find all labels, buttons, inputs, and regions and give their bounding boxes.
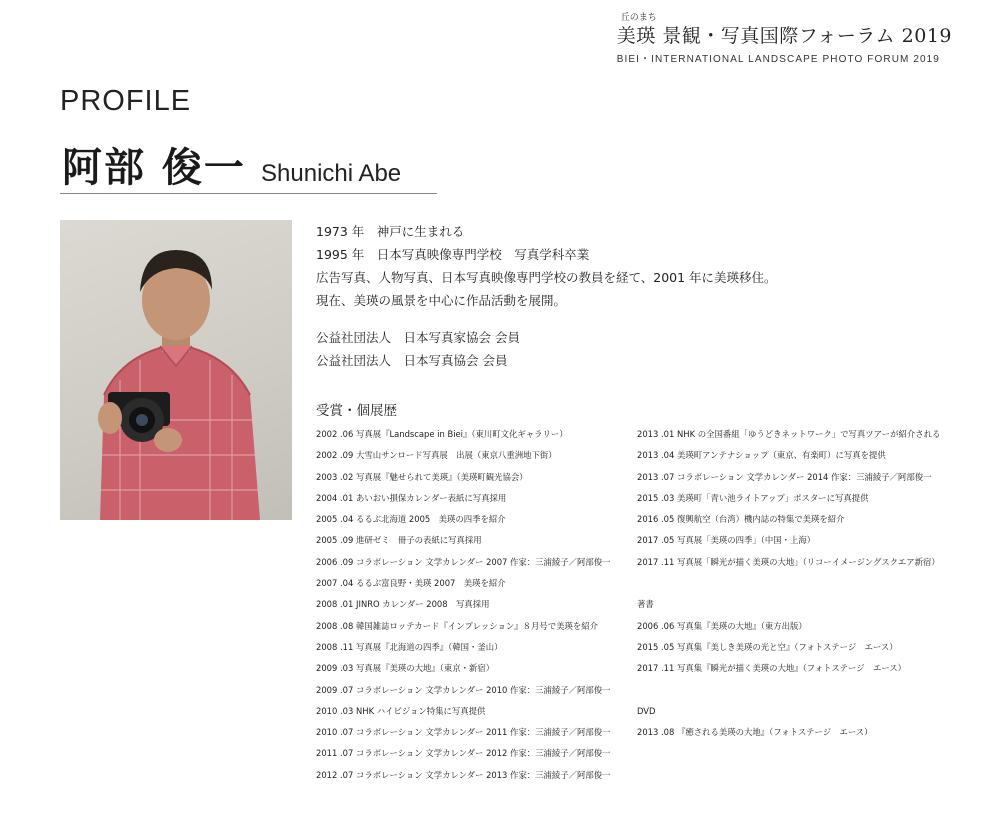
award-entry: [316, 555, 634, 576]
entry-date: 2017 .05: [637, 535, 675, 546]
award-entry: [316, 746, 634, 767]
header-small-text: 丘のまち: [620, 13, 657, 23]
entry-text: るるぶ北海道 2005 美瑛の四季を紹介: [356, 514, 506, 525]
entry-date: 2016 .05: [637, 514, 675, 525]
entry-date: 2006 .09: [316, 556, 354, 567]
entry-text: 美瑛町アンテナショップ（東京、有楽町）に写真を提供: [677, 450, 886, 461]
entry-date: 2010 .07: [316, 727, 354, 738]
entry-date: 2002 .06: [316, 429, 354, 439]
entry-date: 2010 .03: [316, 705, 354, 716]
entry-text: 韓国雑誌ロッテカード『インプレッション』８月号で美瑛を紹介: [356, 620, 598, 631]
header-title: 美瑛 景観・写真国際フォーラム 2019: [616, 25, 952, 47]
award-entry: [637, 555, 977, 576]
award-entry: [637, 491, 977, 512]
entry-text: コラボレーション 文学カレンダー 2007 作家：三浦綾子／阿部俊一: [356, 556, 611, 567]
entry-date: 2008 .08: [316, 620, 354, 631]
entry-text: 『癒される美瑛の大地』（フォトステージ エース）: [677, 727, 873, 738]
entry-text: 写真集『美しき美瑛の光と空』（フォトステージ エース）: [677, 641, 898, 652]
awards-list-right: [637, 427, 977, 746]
entry-text: 写真展「瞬光が描く美瑛の大地」（リコーイメージングスクエア新宿）: [677, 556, 940, 567]
entry-text: NHK ハイビジョン特集に写真提供: [356, 705, 486, 716]
bio-line: 現在、美瑛の風景を中心に作品活動を展開。: [316, 293, 567, 308]
award-entry: [316, 576, 634, 597]
entry-text: コラボレーション 文学カレンダー 2011 作家：三浦綾子／阿部俊一: [356, 727, 611, 738]
entry-date: 2009 .03: [316, 663, 354, 674]
entry-date: 2013 .07: [637, 471, 675, 482]
book-entry: [637, 640, 977, 661]
entry-date: 2003 .02: [316, 471, 354, 482]
entry-text: コラボレーション 文学カレンダー 2012 作家：三浦綾子／阿部俊一: [356, 748, 611, 759]
entry-date: 2002 .09: [316, 450, 354, 461]
entry-date: 2011 .07: [316, 748, 354, 759]
award-entry: [316, 427, 634, 448]
entry-text: NHK の全国番組「ゆうどきネットワーク」で写真ツアーが紹介される: [677, 429, 941, 439]
bio-line: 広告写真、人物写真、日本写真映像専門学校の教員を経て、2001 年に美瑛移住。: [316, 270, 777, 285]
entry-date: 2015 .05: [637, 641, 675, 652]
entry-date: 2012 .07: [316, 769, 354, 780]
entry-date: 2009 .07: [316, 684, 354, 695]
award-entry: [316, 512, 634, 533]
entry-date: 2017 .11: [637, 556, 675, 567]
entry-date: 2017 .11: [637, 663, 675, 674]
entry-date: 2015 .03: [637, 492, 675, 503]
entry-text: コラボレーション 文学カレンダー 2010 作家：三浦綾子／阿部俊一: [356, 684, 611, 695]
entry-text: 写真展『魅せられて美瑛』（美瑛町観光協会）: [356, 471, 528, 482]
entry-date: 2013 .04: [637, 450, 675, 461]
entry-text: 写真展「美瑛の四季」（中国・上海）: [677, 535, 816, 546]
award-entry: [637, 533, 977, 554]
entry-text: 写真展『美瑛の大地』（東京・新宿）: [356, 663, 495, 674]
dvd-entry: [637, 725, 977, 746]
award-entry: [316, 533, 634, 554]
entry-text: コラボレーション 文学カレンダー 2014 作家：三浦綾子／阿部俊一: [677, 471, 932, 482]
entry-text: 写真展『Landscape in Biei』（東川町文化ギャラリー）: [356, 429, 568, 439]
award-entry: [316, 448, 634, 469]
award-entry: [316, 768, 634, 789]
name-row: [62, 136, 401, 193]
award-entry: [316, 597, 634, 618]
name-underline: [60, 193, 437, 194]
award-entry: [316, 470, 634, 491]
name-english: Shunichi Abe: [261, 160, 402, 187]
entry-text: コラボレーション 文学カレンダー 2013 作家：三浦綾子／阿部俊一: [356, 769, 611, 780]
dvd-heading: DVD: [637, 705, 656, 716]
entry-text: あいおい損保カレンダー表紙に写真採用: [356, 492, 507, 503]
award-entry: [316, 704, 634, 725]
award-entry: [316, 640, 634, 661]
header-subtitle: BIEI・INTERNATIONAL LANDSCAPE PHOTO FORUM 2019: [616, 54, 940, 65]
award-entry: [316, 683, 634, 704]
forum-header: [617, 10, 952, 65]
entry-date: 2013 .01: [637, 429, 675, 439]
membership-line: 公益社団法人 日本写真家協会 会員: [316, 330, 520, 345]
entry-text: 美瑛町「青い池ライトアップ」ポスターに写真提供: [677, 492, 869, 503]
books-heading: 著書: [637, 599, 654, 610]
award-entry: [316, 619, 634, 640]
membership-line: 公益社団法人 日本写真協会 会員: [316, 353, 508, 368]
award-entry: [316, 725, 634, 746]
entry-text: 写真展『北海道の四季』（韓国・釜山）: [356, 641, 503, 652]
award-entry: [637, 448, 977, 469]
entry-date: 2013 .08: [637, 727, 675, 738]
entry-text: るるぶ富良野・美瑛 2007 美瑛を紹介: [356, 578, 506, 589]
entry-text: 大雪山サンロード写真展 出展（東京八重洲地下街）: [356, 450, 557, 461]
biography: [316, 220, 777, 372]
entry-date: 2004 .01: [316, 492, 354, 503]
book-entry: [637, 661, 977, 682]
award-entry: [637, 427, 977, 448]
award-entry: [637, 470, 977, 491]
book-entry: [637, 619, 977, 640]
awards-list-left: [316, 427, 634, 789]
awards-heading: 受賞・個展歴: [316, 403, 397, 419]
entry-text: 復興航空（台湾）機内誌の特集で美瑛を紹介: [677, 514, 845, 525]
entry-date: 2005 .04: [316, 514, 354, 525]
entry-text: 写真集『美瑛の大地』（東方出版）: [677, 620, 807, 631]
award-entry: [316, 661, 634, 682]
entry-date: 2006 .06: [637, 620, 675, 631]
profile-label: PROFILE: [60, 85, 192, 117]
entry-date: 2008 .11: [316, 641, 354, 652]
entry-text: 写真集『瞬光が描く美瑛の大地』（フォトステージ エース）: [677, 663, 907, 674]
entry-date: 2005 .09: [316, 535, 354, 546]
bio-line: 1973 年 神戸に生まれる: [316, 224, 465, 239]
award-entry: [637, 512, 977, 533]
portrait-illustration: [60, 220, 292, 520]
entry-date: 2007 .04: [316, 578, 354, 589]
entry-date: 2008 .01: [316, 599, 354, 610]
entry-text: JINRO カレンダー 2008 写真採用: [356, 599, 490, 610]
name-japanese: 阿部 俊一: [62, 144, 246, 191]
bio-line: 1995 年 日本写真映像専門学校 写真学科卒業: [316, 247, 590, 262]
portrait-photo: [60, 220, 292, 520]
award-entry: [316, 491, 634, 512]
entry-text: 進研ゼミ 冊子の表紙に写真採用: [356, 535, 482, 546]
